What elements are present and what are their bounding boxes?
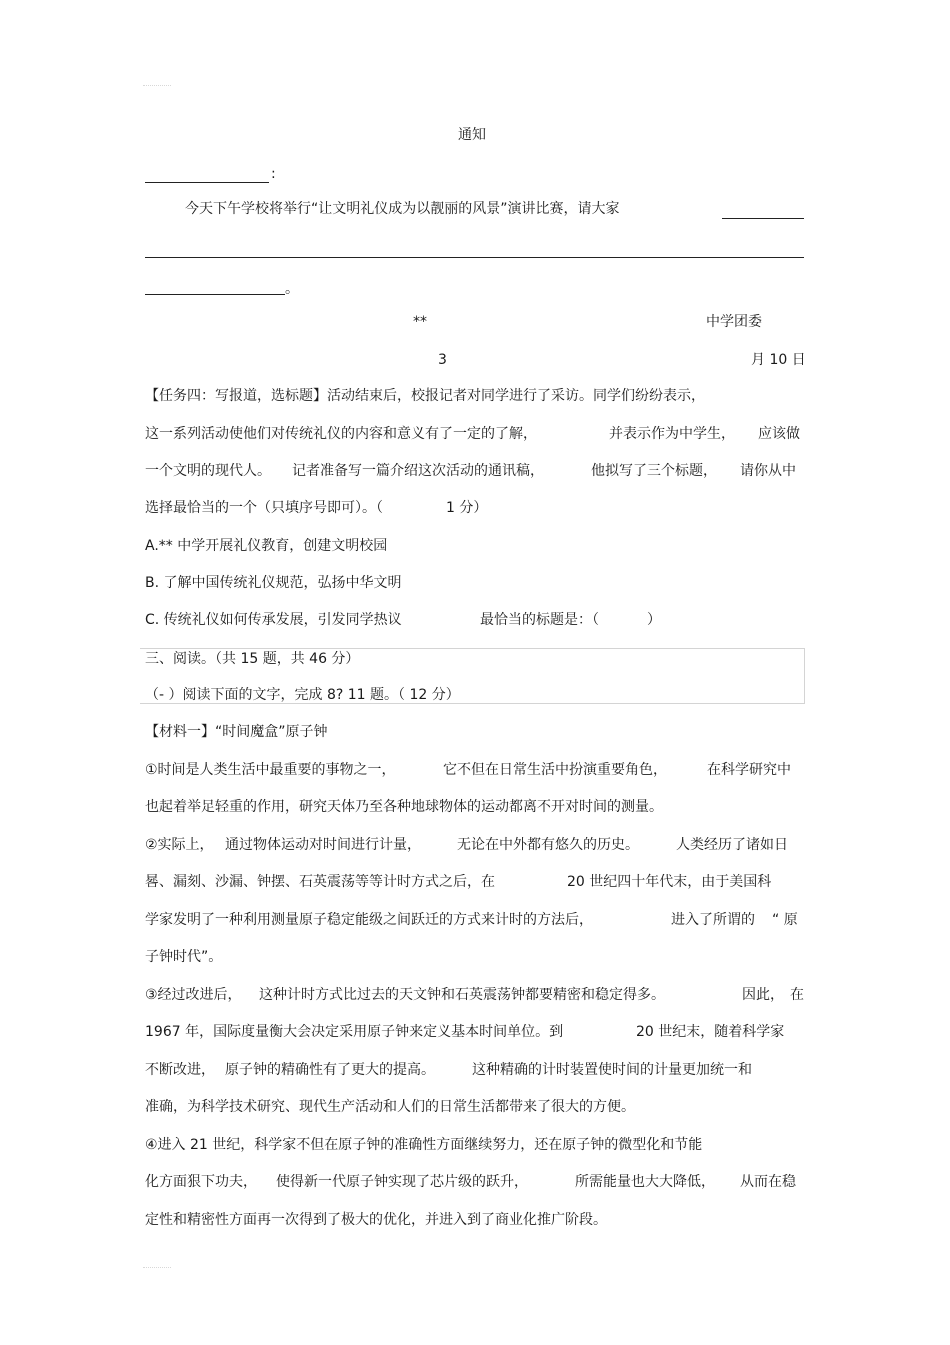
task4-line: 记者准备写一篇介绍这次活动的通讯稿， bbox=[292, 463, 544, 479]
task4-line: 1 分） bbox=[446, 500, 488, 516]
paragraph-2: 子钟时代”。 bbox=[145, 949, 223, 965]
salutation-blank bbox=[145, 182, 269, 183]
paragraph-1: 它不但在日常生活中扮演重要角色， bbox=[443, 762, 667, 778]
paragraph-2: “ 原 bbox=[772, 912, 798, 928]
paragraph-2: 晷、漏刻、沙漏、钟摆、石英震荡等等计时方式之后，在 bbox=[145, 874, 495, 890]
date-rest: 月 10 日 bbox=[751, 352, 806, 368]
paragraph-3: 这种计时方式比过去的天文钟和石英震荡钟都要精密和稳定得多。 bbox=[259, 987, 665, 1003]
paragraph-3: 在 bbox=[790, 987, 804, 1003]
salutation-colon: : bbox=[271, 166, 276, 182]
paragraph-3: 原子钟的精确性有了更大的提高。 bbox=[225, 1062, 435, 1078]
task4-line: 他拟写了三个标题， bbox=[591, 463, 717, 479]
body-blank-2 bbox=[145, 257, 804, 258]
notice-title: 通知 bbox=[458, 127, 486, 143]
paragraph-2: 无论在中外都有悠久的历史。 bbox=[457, 837, 639, 853]
paragraph-4: 从而在稳 bbox=[740, 1174, 796, 1190]
paragraph-4: 化方面狠下功夫， bbox=[145, 1174, 257, 1190]
paragraph-3: 准确，为科学技术研究、现代生产活动和人们的日常生活都带来了很大的方便。 bbox=[145, 1099, 635, 1115]
paragraph-1: 在科学研究中 bbox=[707, 762, 791, 778]
task4-line: 并表示作为中学生， bbox=[609, 426, 735, 442]
paragraph-4: 所需能量也大大降低， bbox=[575, 1174, 715, 1190]
body-blank-3 bbox=[145, 294, 285, 295]
paragraph-1: ①时间是人类生活中最重要的事物之一， bbox=[145, 762, 396, 778]
task4-line: 应该做 bbox=[758, 426, 800, 442]
paragraph-3: ③经过改进后， bbox=[145, 987, 242, 1003]
body-blank-1 bbox=[722, 218, 804, 219]
task4-line: 一个文明的现代人。 bbox=[145, 463, 271, 479]
option-b: B. 了解中国传统礼仪规范，弘扬中华文明 bbox=[145, 575, 402, 591]
paragraph-4: ④进入 21 世纪，科学家不但在原子钟的准确性方面继续努力，还在原子钟的微型化和节能 bbox=[145, 1137, 703, 1153]
section3-header: 三、阅读。（共 15 题，共 46 分） bbox=[145, 651, 360, 667]
task4-line: 【任务四：写报道，选标题】活动结束后，校报记者对同学进行了采访。同学们纷纷表示， bbox=[145, 388, 705, 404]
option-c: C. 传统礼仪如何传承发展，引发同学热议 bbox=[145, 612, 402, 628]
paragraph-2: 通过物体运动对时间进行计量， bbox=[225, 837, 421, 853]
paragraph-3: 因此， bbox=[742, 987, 784, 1003]
section3-sub: （- ）阅读下面的文字，完成 8? 11 题。（ 12 分） bbox=[145, 687, 460, 703]
paragraph-2: 20 世纪四十年代末，由于美国科 bbox=[567, 874, 772, 890]
paragraph-2: 进入了所谓的 bbox=[671, 912, 755, 928]
paragraph-2: 人类经历了诸如日 bbox=[676, 837, 788, 853]
task4-line: 请你从中 bbox=[740, 463, 796, 479]
paragraph-4: 定性和精密性方面再一次得到了极大的优化，并进入到了商业化推广阶段。 bbox=[145, 1212, 607, 1228]
paragraph-4: 使得新一代原子钟实现了芯片级的跃升， bbox=[276, 1174, 528, 1190]
paragraph-3: 1967 年，国际度量衡大会决定采用原子钟来定义基本时间单位。到 bbox=[145, 1024, 564, 1040]
paragraph-3: 这种精确的计时装置使时间的计量更加统一和 bbox=[472, 1062, 752, 1078]
signer: 中学团委 bbox=[706, 314, 762, 330]
top-corner-mark bbox=[143, 85, 171, 86]
option-a: A.** 中学开展礼仪教育，创建文明校园 bbox=[145, 538, 388, 554]
task4-line: 这一系列活动使他们对传统礼仪的内容和意义有了一定的了解， bbox=[145, 426, 537, 442]
task4-line: 选择最恰当的一个（只填序号即可）。（ bbox=[145, 500, 383, 516]
signer-prefix: ** bbox=[413, 314, 427, 330]
answer-close: ） bbox=[647, 612, 661, 628]
paragraph-1: 也起着举足轻重的作用，研究天体乃至各种地球物体的运动都离不开对时间的测量。 bbox=[145, 799, 663, 815]
material1-title: 【材料一】“时间魔盒”原子钟 bbox=[145, 724, 328, 740]
notice-end-mark: 。 bbox=[285, 281, 299, 297]
paragraph-3: 不断改进， bbox=[145, 1062, 215, 1078]
paragraph-2: 学家发明了一种利用测量原子稳定能级之间跃迁的方式来计时的方法后， bbox=[145, 912, 593, 928]
paragraph-2: ②实际上， bbox=[145, 837, 214, 853]
paragraph-3: 20 世纪末，随着科学家 bbox=[636, 1024, 785, 1040]
notice-body: 今天下午学校将举行“让文明礼仪成为以靓丽的风景”演讲比赛，请大家 bbox=[185, 201, 620, 217]
answer-prompt: 最恰当的标题是：（ bbox=[480, 612, 599, 628]
date-month: 3 bbox=[438, 352, 447, 368]
bottom-corner-mark bbox=[143, 1267, 171, 1268]
